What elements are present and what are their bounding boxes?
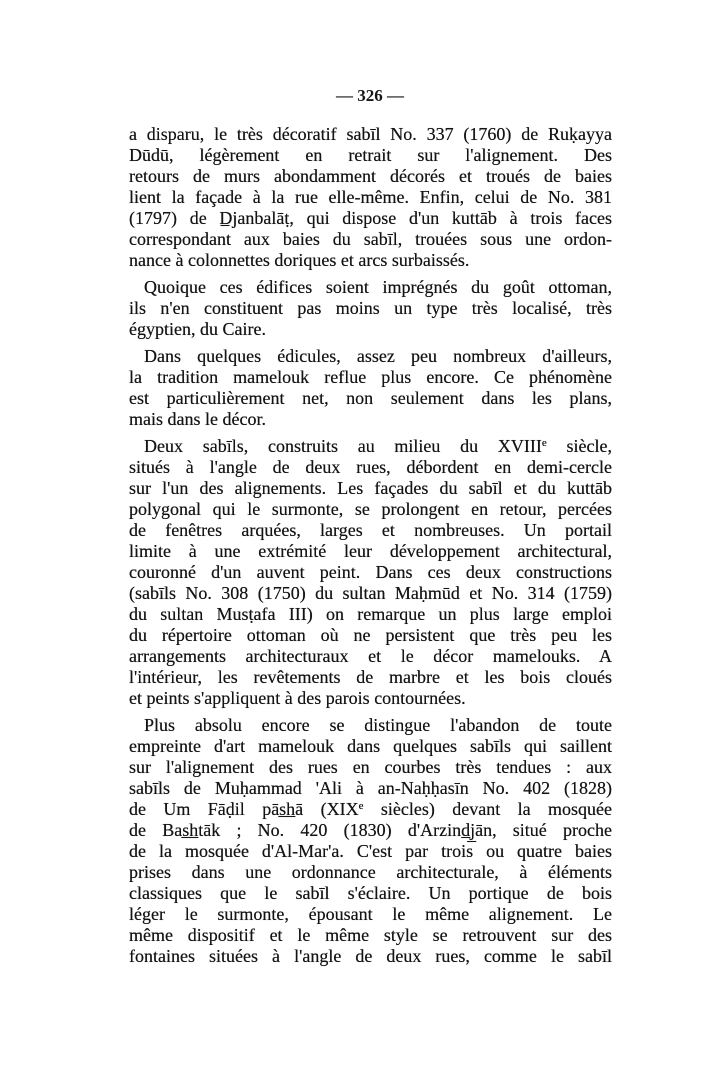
line-text: de fenêtres arquées, larges et nombreuses. Un portail	[129, 520, 612, 540]
text-line	[129, 667, 612, 688]
text-line	[129, 388, 612, 409]
text-line	[129, 820, 612, 841]
line-text: retours de murs abondamment décorés et troués de baies	[129, 166, 612, 186]
text-line	[129, 367, 612, 388]
text-line	[129, 757, 612, 778]
line-text: (1797) de D̲janbalāṭ, qui dispose d'un kuttāb à trois faces	[129, 208, 612, 228]
line-text: Quoique ces édifices soient imprégnés du goût ottoman,	[144, 277, 612, 297]
line-text: polygonal qui le surmonte, se prolongent en retour, percées	[129, 499, 612, 519]
text-line	[129, 736, 612, 757]
line-text: arrangements architecturaux et le décor mamelouks. A	[129, 646, 612, 666]
line-text: Dans quelques édicules, assez peu nombreux d'ailleurs,	[144, 346, 612, 366]
text-line	[129, 346, 612, 367]
text-line	[129, 562, 612, 583]
line-text: (sabīls No. 308 (1750) du sultan Maḥmūd et No. 314 (1759)	[129, 583, 612, 603]
line-text: a disparu, le très décoratif sabīl No. 337 (1760) de Ruḳayya	[129, 124, 612, 144]
text-line	[129, 715, 612, 736]
line-text: nance à colonnettes doriques et arcs surbaissés.	[129, 250, 470, 270]
line-text: du sultan Musṭafa III) on remarque un plus large emploi	[129, 604, 612, 624]
text-line	[129, 250, 612, 271]
paragraph	[129, 715, 612, 967]
text-line	[129, 319, 612, 340]
text-line	[129, 478, 612, 499]
line-text: et peints s'appliquent à des parois contournées.	[129, 688, 466, 708]
text-line	[129, 541, 612, 562]
text-line	[129, 124, 612, 145]
line-text: Deux sabīls, construits au milieu du XVIII	[144, 436, 542, 456]
text-line	[129, 583, 612, 604]
text-line	[129, 904, 612, 925]
line-text-continued: siècles) devant la mosquée	[363, 799, 612, 819]
paragraph	[129, 124, 612, 271]
text-line	[129, 298, 612, 319]
text-line	[129, 625, 612, 646]
line-text: empreinte d'art mamelouk dans quelques sabīls qui saillent	[129, 736, 612, 756]
line-text: de Bas̲h̲tāk ; No. 420 (1830) d'Arzind̲j̲ān, situé proche	[129, 820, 612, 840]
line-text: sur l'un des alignements. Les façades du sabīl et du kuttāb	[129, 478, 612, 498]
paragraph	[129, 436, 612, 709]
line-text: de Um Fāḍil pās̲h̲ā (XIX	[129, 799, 359, 819]
page-number: — 326 —	[336, 86, 404, 105]
line-text: fontaines situées à l'angle de deux rues, comme le sabīl	[129, 946, 612, 966]
line-text: est particulièrement net, non seulement dans les plans,	[129, 388, 612, 408]
text-line	[129, 499, 612, 520]
text-line	[129, 145, 612, 166]
text-line	[129, 799, 612, 820]
line-text: couronné d'un auvent peint. Dans ces deux constructions	[129, 562, 612, 582]
text-line	[129, 841, 612, 862]
text-line	[129, 925, 612, 946]
line-text: ils n'en constituent pas moins un type très localisé, très	[129, 298, 612, 318]
text-line	[129, 862, 612, 883]
text-line	[129, 688, 612, 709]
line-text-continued: siècle,	[546, 436, 612, 456]
text-line	[129, 946, 612, 967]
line-text: la tradition mamelouk reflue plus encore. Ce phénomène	[129, 367, 612, 387]
line-text: sabīls de Muḥammad 'Ali à an-Naḥḥasīn No. 402 (1828)	[129, 778, 612, 798]
line-text: Dūdū, légèrement en retrait sur l'alignement. Des	[129, 145, 612, 165]
line-text: Plus absolu encore se distingue l'abandon de toute	[144, 715, 612, 735]
body-text	[129, 124, 612, 973]
text-line	[129, 436, 612, 457]
text-line	[129, 187, 612, 208]
line-text: situés à l'angle de deux rues, débordent en demi-cercle	[129, 457, 612, 477]
text-line	[129, 883, 612, 904]
line-text: même dispositif et le même style se retrouvent sur des	[129, 925, 612, 945]
superscript: e	[358, 800, 364, 812]
paragraph	[129, 346, 612, 430]
text-line	[129, 604, 612, 625]
line-text: du répertoire ottoman où ne persistent que très peu les	[129, 625, 612, 645]
line-text: classiques que le sabīl s'éclaire. Un portique de bois	[129, 883, 612, 903]
text-line	[129, 277, 612, 298]
paragraph	[129, 277, 612, 340]
line-text: l'intérieur, les revêtements de marbre et les bois cloués	[129, 667, 612, 687]
line-text: correspondant aux baies du sabīl, trouées sous une ordon-	[129, 229, 612, 249]
superscript: e	[541, 437, 547, 449]
line-text: sur l'alignement des rues en courbes très tendues : aux	[129, 757, 612, 777]
line-text: égyptien, du Caire.	[129, 319, 266, 339]
line-text: limite à une extrémité leur développement architectural,	[129, 541, 612, 561]
text-line	[129, 409, 612, 430]
line-text: de la mosquée d'Al-Mar'a. C'est par trois ou quatre baies	[129, 841, 612, 861]
text-line	[129, 646, 612, 667]
text-line	[129, 520, 612, 541]
line-text: prises dans une ordonnance architecturale, à éléments	[129, 862, 612, 882]
text-line	[129, 208, 612, 229]
line-text: mais dans le décor.	[129, 409, 266, 429]
text-line	[129, 457, 612, 478]
text-line	[129, 166, 612, 187]
line-text: léger le surmonte, épousant le même alignement. Le	[129, 904, 612, 924]
text-line	[129, 229, 612, 250]
text-line	[129, 778, 612, 799]
line-text: lient la façade à la rue elle-même. Enfin, celui de No. 381	[129, 187, 612, 207]
